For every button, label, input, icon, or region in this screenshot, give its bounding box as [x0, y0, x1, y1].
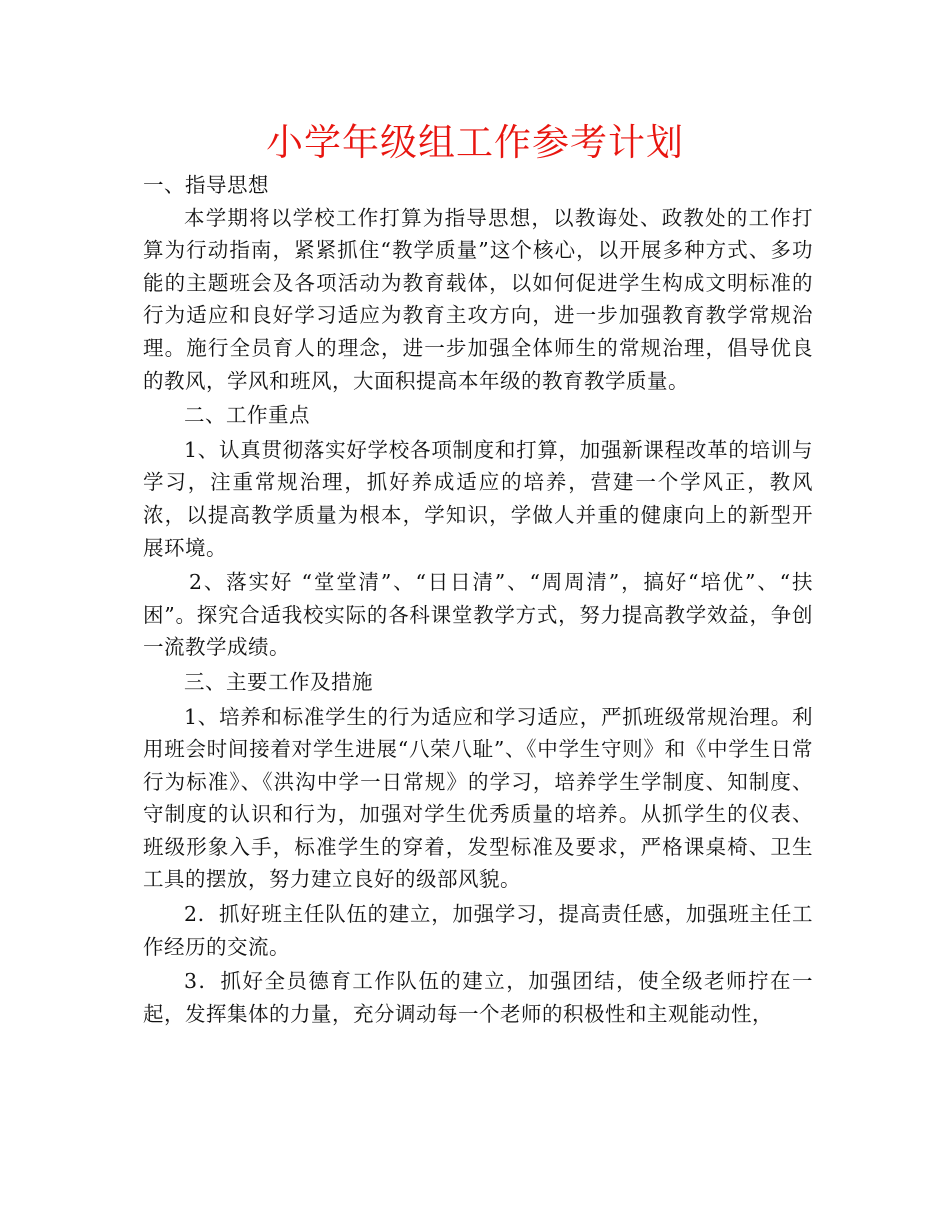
document-body: [143, 169, 813, 1030]
paragraph-guiding-ideology: 本学期将以学校工作打算为指导思想，以教诲处、政教处的工作打算为行动指南，紧紧抓住“教学质量”这个核心，以开展多种方式、多功能的主题班会及各项活动为教育载体，以如何促进学生构成文明标准的行为适应和良好学习适应为教育主攻方向，进一步加强教育教学常规治理。施行全员育人的理念，进一步加强全体师生的常规治理，倡导优良的教风，学风和班风，大面积提高本年级的教育教学质量。: [143, 205, 813, 393]
paragraph-work-focus-2: 2、落实好 “堂堂清”、“日日清”、“周周清”，搞好“培优”、“扶困”。探究合适我校实际的各科课堂教学方式，努力提高教学效益，争创一流教学成绩。: [143, 570, 813, 660]
section-heading-guiding-ideology: 一、指导思想: [143, 173, 269, 197]
paragraph-measures-3: 3．抓好全员德育工作队伍的建立，加强团结，使全级老师拧在一起，发挥集体的力量，充分调动每一个老师的积极性和主观能动性，: [143, 969, 813, 1026]
paragraph-measures-2: 2．抓好班主任队伍的建立，加强学习，提高责任感，加强班主任工作经历的交流。: [143, 902, 813, 959]
section-heading-main-measures: 三、主要工作及措施: [184, 669, 373, 694]
document-title: 小学年级组工作参考计划: [266, 121, 684, 164]
paragraph-work-focus-1: 1、认真贯彻落实好学校各项制度和打算，加强新课程改革的培训与学习，注重常规治理，抓好养成适应的培养，营建一个学风正，教风浓，以提高教学质量为根本，学知识，学做人并重的健康向上的新型开展环境。: [143, 437, 813, 560]
section-heading-work-focus: 二、工作重点: [184, 403, 310, 428]
paragraph-measures-1: 1、培养和标准学生的行为适应和学习适应，严抓班级常规治理。利用班会时间接着对学生进展“八荣八耻”、《中学生守则》和《中学生日常行为标准》、《洪沟中学一日常规》的学习，培养学生学制度、知制度、守制度的认识和行为，加强对学生优秀质量的培养。从抓学生的仪表、班级形象入手，标准学生的穿着，发型标准及要求，严格课桌椅、卫生工具的摆放，努力建立良好的级部风貌。: [143, 704, 813, 892]
